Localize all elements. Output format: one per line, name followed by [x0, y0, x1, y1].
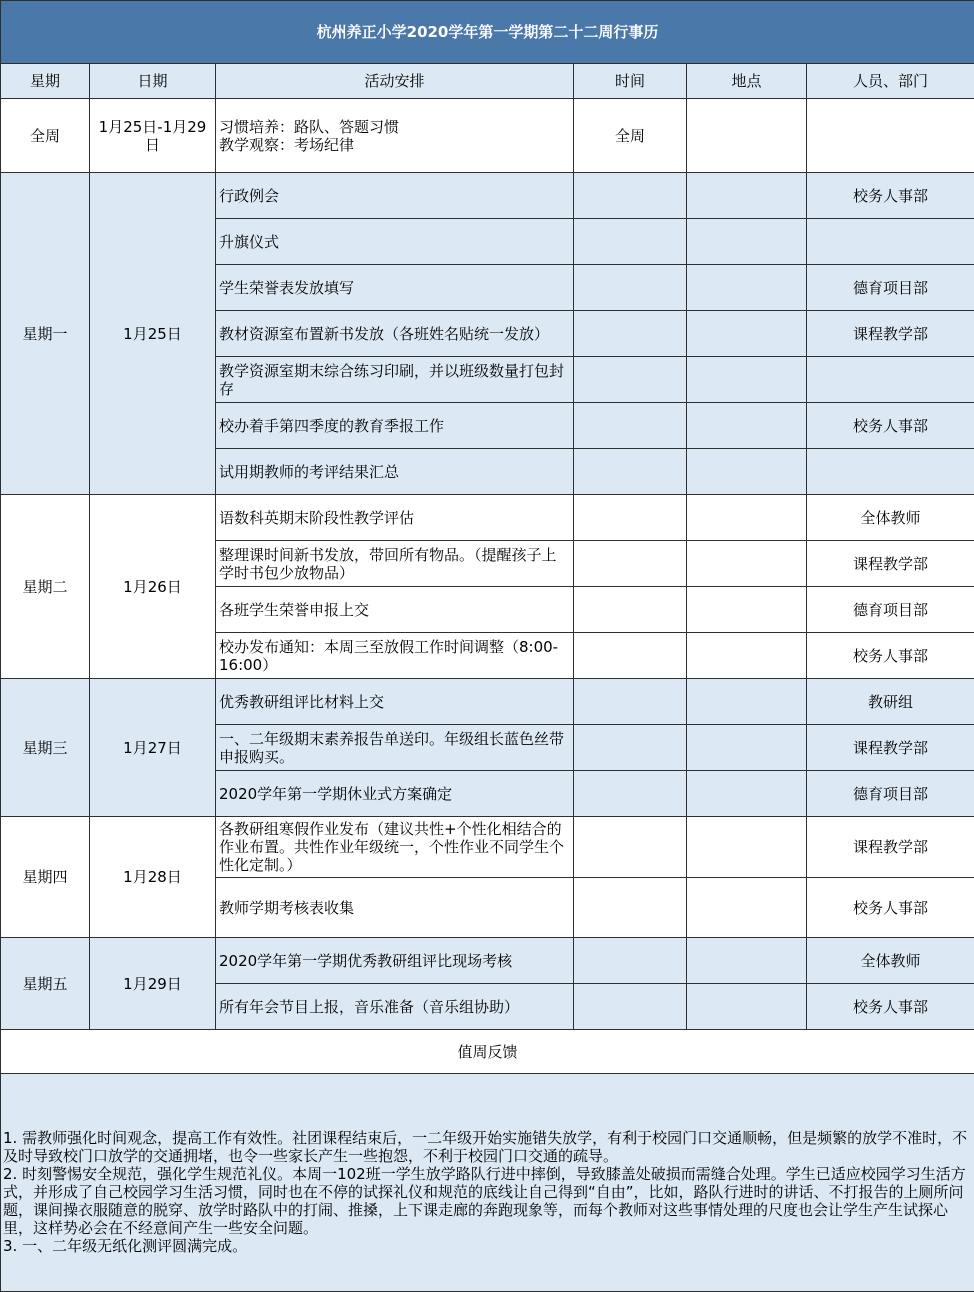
time-cell	[574, 219, 687, 265]
schedule-row	[1, 817, 974, 878]
header-date: 日期	[90, 64, 216, 99]
time-cell	[574, 633, 687, 679]
header-place: 地点	[687, 64, 807, 99]
page-title: 杭州养正小学2020学年第一学期第二十二周行事历	[1, 1, 974, 64]
dept-cell: 全体教师	[807, 495, 974, 541]
header-dept: 人员、部门	[807, 64, 974, 99]
date-cell: 1月28日	[90, 817, 216, 938]
week-activity-line: 习惯培养：路队、答题习惯	[219, 118, 570, 136]
date-cell: 1月26日	[90, 495, 216, 679]
place-cell	[687, 495, 807, 541]
week-date: 1月25日-1月29日	[90, 99, 216, 173]
schedule-row	[1, 938, 974, 984]
week-activity-line: 教学观察：考场纪律	[219, 136, 570, 154]
time-cell	[574, 449, 687, 495]
time-cell	[574, 495, 687, 541]
activity-cell: 各班学生荣誉申报上交	[216, 587, 574, 633]
time-cell	[574, 984, 687, 1030]
time-cell	[574, 938, 687, 984]
time-cell	[574, 679, 687, 725]
time-cell	[574, 265, 687, 311]
dept-cell: 德育项目部	[807, 771, 974, 817]
schedule-row	[1, 495, 974, 541]
place-cell	[687, 817, 807, 878]
date-cell: 1月29日	[90, 938, 216, 1030]
activity-cell: 2020学年第一学期优秀教研组评比现场考核	[216, 938, 574, 984]
time-cell	[574, 403, 687, 449]
place-cell	[687, 311, 807, 357]
activity-cell: 2020学年第一学期休业式方案确定	[216, 771, 574, 817]
time-cell	[574, 817, 687, 878]
feedback-notes	[1, 1074, 974, 1292]
activity-cell: 试用期教师的考评结果汇总	[216, 449, 574, 495]
day-cell: 星期四	[1, 817, 90, 938]
place-cell	[687, 938, 807, 984]
week-time: 全周	[574, 99, 687, 173]
place-cell	[687, 587, 807, 633]
activity-cell: 行政例会	[216, 173, 574, 219]
header-row	[1, 64, 974, 99]
place-cell	[687, 357, 807, 403]
time-cell	[574, 771, 687, 817]
place-cell	[687, 771, 807, 817]
activity-cell: 教学资源室期末综合练习印刷，并以班级数量打包封存	[216, 357, 574, 403]
activity-cell: 学生荣誉表发放填写	[216, 265, 574, 311]
time-cell	[574, 173, 687, 219]
dept-cell: 课程教学部	[807, 817, 974, 878]
dept-cell: 课程教学部	[807, 541, 974, 587]
activity-cell: 各教研组寒假作业发布（建议共性+个性化相结合的作业布置。共性作业年级统一，个性作业不同学生个性化定制。）	[216, 817, 574, 878]
schedule-row	[1, 679, 974, 725]
place-cell	[687, 541, 807, 587]
week-activity	[216, 99, 574, 173]
dept-cell: 校务人事部	[807, 633, 974, 679]
feedback-title: 值周反馈	[1, 1030, 974, 1074]
dept-cell: 校务人事部	[807, 878, 974, 938]
header-time: 时间	[574, 64, 687, 99]
activity-cell: 一、二年级期末素养报告单送印。年级组长蓝色丝带申报购买。	[216, 725, 574, 771]
day-cell: 星期一	[1, 173, 90, 495]
feedback-note: 2. 时刻警惕安全规范，强化学生规范礼仪。本周一102班一学生放学路队行进中摔倒，导致膝盖处破损而需缝合处理。学生已适应校园学习生活方式，并形成了自己校园学习生活习惯，同时也在不停的试探礼仪和规范的底线让自己得到“自由”，比如，路队行进时的讲话、不打报告的上厕所问题，课间操衣服随意的脱穿、放学时路队中的打闹、推搡，上下课走廊的奔跑现象等，而每个教师对这些事情处理的尺度也会让学生产生试探心里，这样势必会在不经意间产生一些安全问题。	[3, 1165, 972, 1237]
activity-cell: 语数科英期末阶段性教学评估	[216, 495, 574, 541]
place-cell	[687, 725, 807, 771]
dept-cell: 德育项目部	[807, 587, 974, 633]
activity-cell: 校办着手第四季度的教育季报工作	[216, 403, 574, 449]
date-cell: 1月27日	[90, 679, 216, 817]
dept-cell	[807, 219, 974, 265]
feedback-note: 1. 需教师强化时间观念，提高工作有效性。社团课程结束后，一二年级开始实施错失放学，有利于校园门口交通顺畅，但是频繁的放学不准时，不及时导致校门口放学的交通拥堵，也令一些家长产生一些抱怨，不利于校园门口交通的疏导。	[3, 1129, 972, 1165]
place-cell	[687, 403, 807, 449]
activity-cell: 校办发布通知：本周三至放假工作时间调整（8:00-16:00）	[216, 633, 574, 679]
dept-cell: 校务人事部	[807, 403, 974, 449]
place-cell	[687, 878, 807, 938]
place-cell	[687, 449, 807, 495]
dept-cell: 全体教师	[807, 938, 974, 984]
activity-cell: 教材资源室布置新书发放（各班姓名贴统一发放）	[216, 311, 574, 357]
dept-cell	[807, 449, 974, 495]
day-cell: 星期三	[1, 679, 90, 817]
place-cell	[687, 633, 807, 679]
time-cell	[574, 357, 687, 403]
dept-cell: 课程教学部	[807, 725, 974, 771]
feedback-note: 3. 一、二年级无纸化测评圆满完成。	[3, 1237, 972, 1255]
dept-cell: 德育项目部	[807, 265, 974, 311]
week-dept	[807, 99, 974, 173]
week-row	[1, 99, 974, 173]
dept-cell: 校务人事部	[807, 173, 974, 219]
dept-cell: 教研组	[807, 679, 974, 725]
time-cell	[574, 587, 687, 633]
date-cell: 1月25日	[90, 173, 216, 495]
place-cell	[687, 265, 807, 311]
dept-cell	[807, 357, 974, 403]
activity-cell: 优秀教研组评比材料上交	[216, 679, 574, 725]
schedule-row	[1, 173, 974, 219]
place-cell	[687, 173, 807, 219]
time-cell	[574, 311, 687, 357]
dept-cell: 课程教学部	[807, 311, 974, 357]
place-cell	[687, 679, 807, 725]
day-cell: 星期二	[1, 495, 90, 679]
day-cell: 星期五	[1, 938, 90, 1030]
place-cell	[687, 219, 807, 265]
activity-cell: 所有年会节目上报，音乐准备（音乐组协助）	[216, 984, 574, 1030]
activity-cell: 整理课时间新书发放，带回所有物品。（提醒孩子上学时书包少放物品）	[216, 541, 574, 587]
activity-cell: 升旗仪式	[216, 219, 574, 265]
dept-cell: 校务人事部	[807, 984, 974, 1030]
place-cell	[687, 984, 807, 1030]
header-activity: 活动安排	[216, 64, 574, 99]
activity-cell: 教师学期考核表收集	[216, 878, 574, 938]
week-place	[687, 99, 807, 173]
time-cell	[574, 878, 687, 938]
time-cell	[574, 541, 687, 587]
time-cell	[574, 725, 687, 771]
week-day: 全周	[1, 99, 90, 173]
header-day: 星期	[1, 64, 90, 99]
